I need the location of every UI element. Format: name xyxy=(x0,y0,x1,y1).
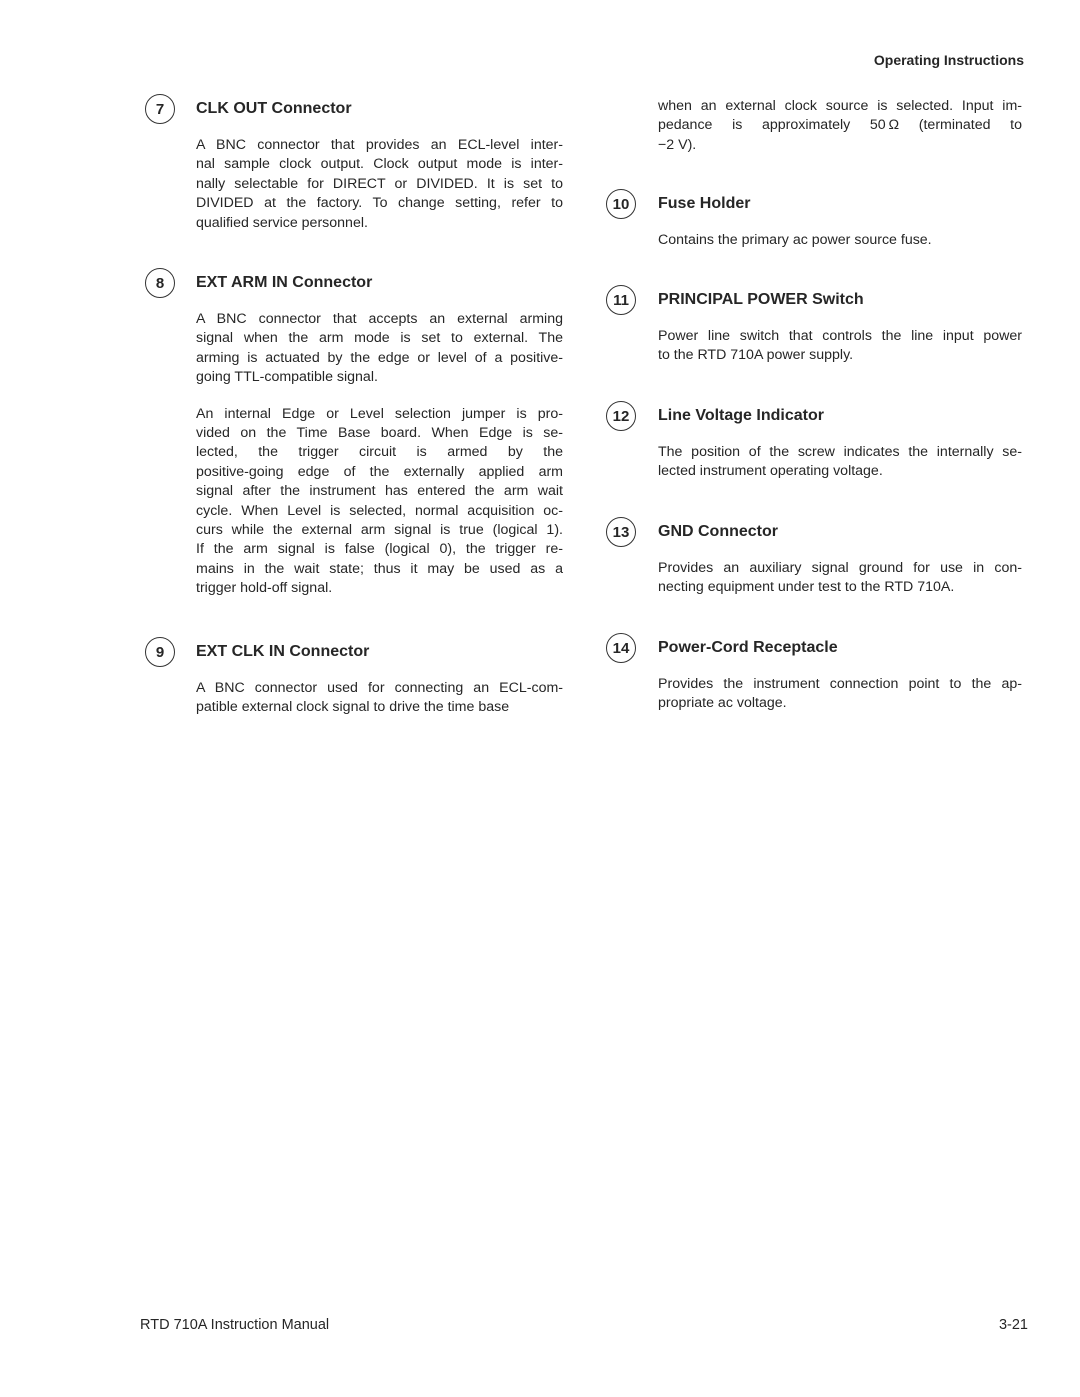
section-title: PRINCIPAL POWER Switch xyxy=(658,291,864,308)
section-heading xyxy=(606,636,1022,660)
text-line: Contains the primary ac power source fuse. xyxy=(658,232,932,248)
text-line: nally selectable for DIRECT or DIVIDED. It is set to xyxy=(196,175,563,192)
paragraph xyxy=(658,231,1022,250)
text-line: If the arm signal is false (logical 0), the trigger re- xyxy=(196,541,563,558)
text-line: signal when the arm mode is set to external. The xyxy=(196,330,563,347)
paragraph xyxy=(658,443,1022,482)
text-line: A BNC connector that provides an ECL-level inter- xyxy=(196,137,563,153)
paragraph xyxy=(196,310,563,388)
section-7 xyxy=(140,97,563,233)
circled-number-icon: 9 xyxy=(145,637,175,667)
section-heading xyxy=(606,288,1022,312)
text-line: cycle. When Level is selected, normal acquisition oc- xyxy=(196,502,563,519)
section-heading xyxy=(606,520,1022,544)
text-line: lected, the trigger circuit is armed by the xyxy=(196,444,563,461)
section-heading xyxy=(606,404,1022,428)
text-line: nal sample clock output. Clock output mode is inter- xyxy=(196,156,563,173)
text-line: positive-going edge of the externally applied arm xyxy=(196,463,563,480)
section-title: Fuse Holder xyxy=(658,195,751,212)
text-line: −2 V). xyxy=(658,136,697,153)
paragraph xyxy=(196,405,563,599)
section-title: Line Voltage Indicator xyxy=(658,407,824,424)
text-line: An internal Edge or Level selection jumper is pro- xyxy=(196,405,563,422)
text-line: necting equipment under test to the RTD 710A. xyxy=(658,579,955,596)
section-title: EXT CLK IN Connector xyxy=(196,643,370,660)
running-header: Operating Instructions xyxy=(873,52,1024,68)
text-line: The position of the screw indicates the internally se- xyxy=(658,444,1022,460)
paragraph xyxy=(658,559,1022,598)
text-line: Provides the instrument connection point to the ap- xyxy=(658,676,1022,692)
paragraph xyxy=(658,327,1022,366)
section-12 xyxy=(606,404,1022,482)
text-line: when an external clock source is selected. Input im- xyxy=(658,98,1022,114)
text-line: mains in the wait state; thus it may be used as a xyxy=(196,560,563,577)
section-8 xyxy=(140,271,563,598)
text-line: patible external clock signal to drive the time base xyxy=(196,699,510,716)
text-line: qualified service personnel. xyxy=(196,214,368,231)
section-heading xyxy=(140,271,563,295)
circled-number-icon: 12 xyxy=(606,401,636,431)
text-line: A BNC connector used for connecting an ECL-com- xyxy=(196,680,563,696)
section-title: CLK OUT Connector xyxy=(196,100,352,117)
text-line: Power line switch that controls the line input power xyxy=(658,328,1022,344)
section-heading xyxy=(606,192,1022,216)
section-heading xyxy=(140,97,563,121)
circled-number-icon: 14 xyxy=(606,633,636,663)
text-line: lected instrument operating voltage. xyxy=(658,463,883,480)
circled-number-icon: 8 xyxy=(145,268,175,298)
text-line: arming is actuated by the edge or level of a positive- xyxy=(196,349,563,366)
section-heading xyxy=(140,640,563,664)
circled-number-icon: 13 xyxy=(606,517,636,547)
footer-page-number: 3-21 xyxy=(998,1317,1028,1333)
text-line: DIVIDED at the factory. To change setting, refer to xyxy=(196,195,563,212)
text-line: trigger hold-off signal. xyxy=(196,580,333,597)
circled-number-icon: 7 xyxy=(145,94,175,124)
circled-number-icon: 10 xyxy=(606,189,636,219)
section-title: EXT ARM IN Connector xyxy=(196,274,373,291)
text-line: going TTL-compatible signal. xyxy=(196,369,378,386)
text-line: vided on the Time Base board. When Edge is se- xyxy=(196,424,563,441)
section-title: Power-Cord Receptacle xyxy=(658,639,838,656)
section-title: GND Connector xyxy=(658,523,778,540)
section-11 xyxy=(606,288,1022,366)
paragraph xyxy=(658,97,1022,155)
paragraph xyxy=(658,675,1022,714)
footer-manual-title: RTD 710A Instruction Manual xyxy=(140,1317,330,1333)
section-10 xyxy=(606,192,1022,250)
text-line: Provides an auxiliary signal ground for use in con- xyxy=(658,560,1022,576)
text-line: propriate ac voltage. xyxy=(658,695,787,712)
section-14 xyxy=(606,636,1022,714)
section-9 xyxy=(140,640,563,718)
circled-number-icon: 11 xyxy=(606,285,636,315)
paragraph xyxy=(196,136,563,233)
text-line: A BNC connector that accepts an external arming xyxy=(196,311,563,327)
text-line: pedance is approximately 50 Ω (terminated to xyxy=(658,117,1022,134)
section-13 xyxy=(606,520,1022,598)
paragraph xyxy=(196,679,563,718)
text-line: to the RTD 710A power supply. xyxy=(658,347,854,364)
text-line: curs while the external arm signal is true (logical 1). xyxy=(196,521,563,538)
text-line: signal after the instrument has entered the arm wait xyxy=(196,483,563,500)
